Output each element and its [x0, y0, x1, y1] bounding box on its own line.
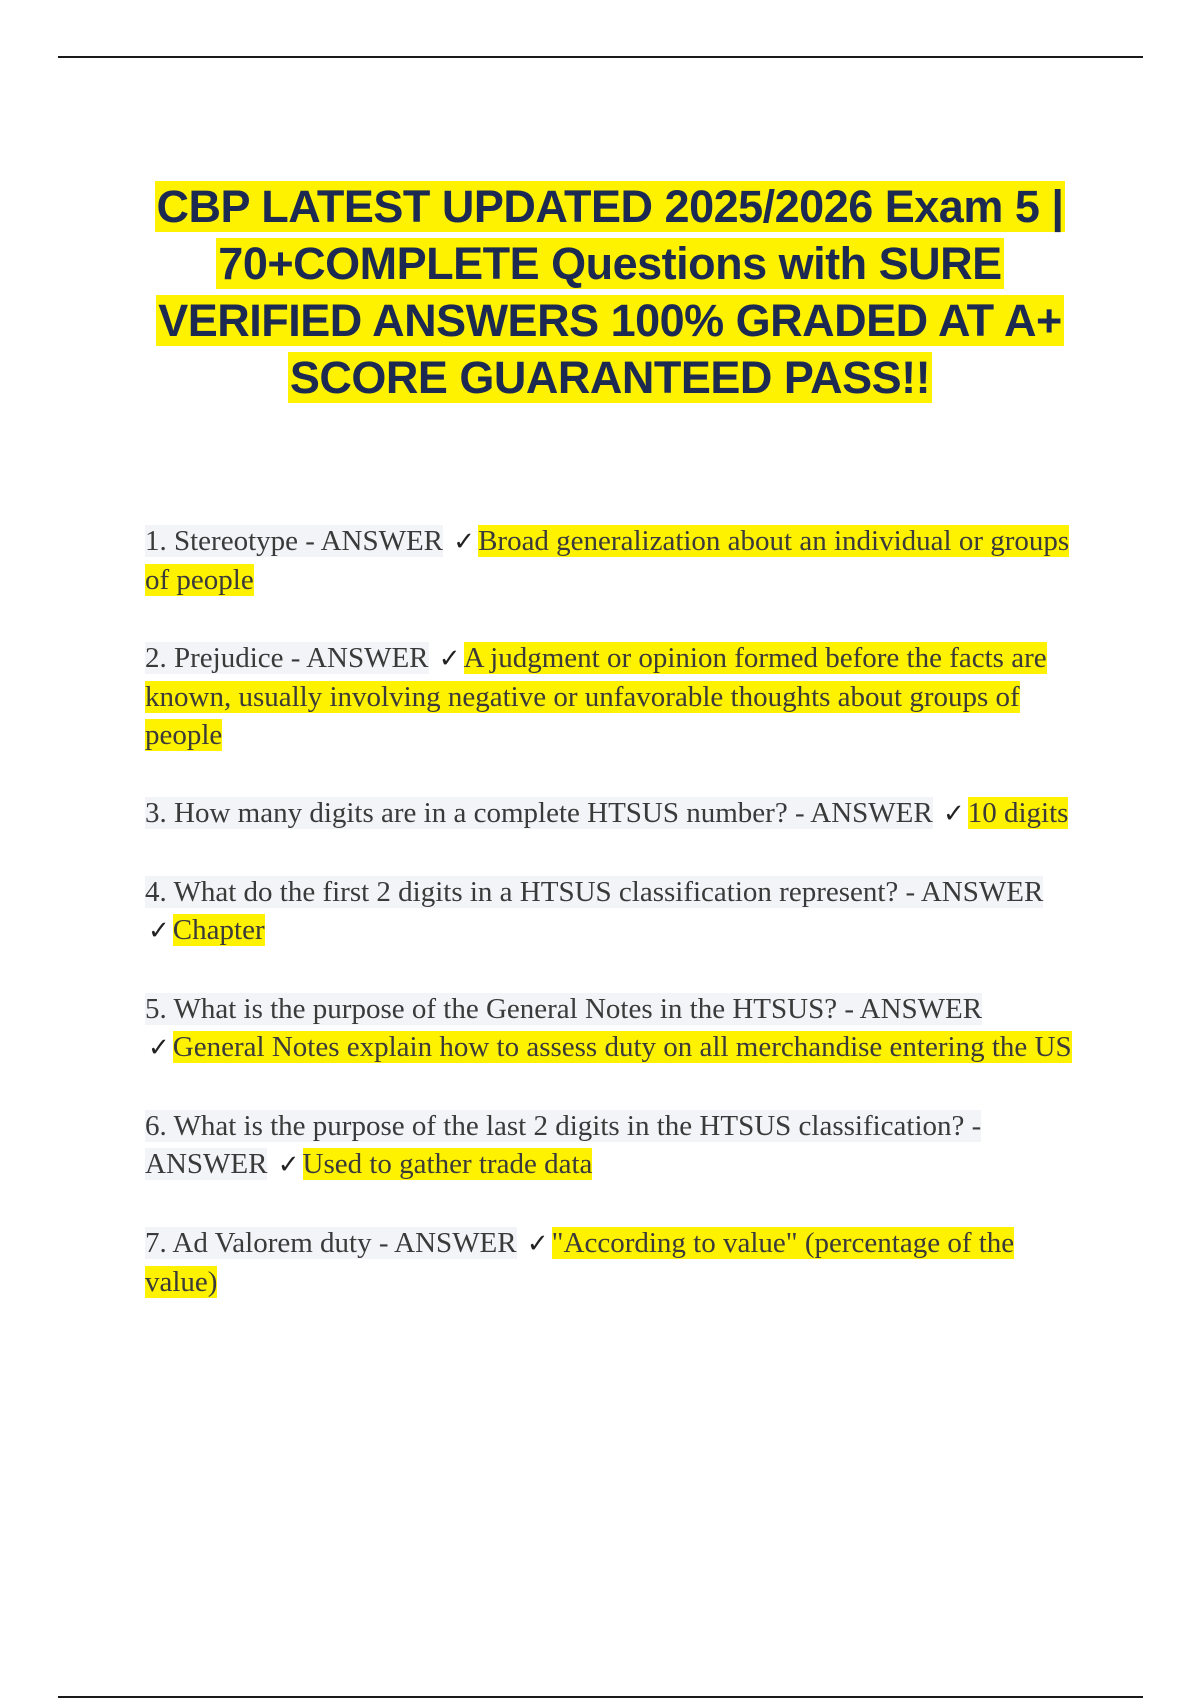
title-highlight: CBP LATEST UPDATED 2025/2026 Exam 5 | 70+COMPLETE Questions with SURE VERIFIED ANSWERS 100% GRADED AT A+ SCORE GUARANTEED PASS!!	[156, 181, 1064, 403]
document-title	[130, 178, 1090, 406]
qa-item	[145, 794, 1090, 833]
check-mark-icon: ✓	[942, 799, 965, 829]
qa-item	[145, 522, 1090, 599]
check-mark-icon: ✓	[438, 644, 461, 674]
qa-item	[145, 873, 1090, 950]
check-mark-icon: ✓	[148, 916, 170, 946]
answer-text: "According to value" (percentage of the value)	[145, 1227, 1015, 1298]
check-mark-icon: ✓	[277, 1150, 300, 1180]
top-divider	[58, 56, 1143, 58]
check-mark-icon: ✓	[148, 1033, 170, 1063]
check-mark-icon: ✓	[453, 527, 476, 557]
document-header	[130, 178, 1090, 406]
question-text: 3. How many digits are in a complete HTSUS number? - ANSWER	[145, 797, 933, 829]
question-text: 5. What is the purpose of the General Notes in the HTSUS? - ANSWER	[145, 993, 983, 1025]
answer-text: 10 digits	[967, 797, 1069, 829]
qa-item	[145, 1107, 1090, 1184]
answer-text: A judgment or opinion formed before the facts are known, usually involving negative or unfavorable thoughts about groups of people	[145, 642, 1047, 751]
qa-item	[145, 1224, 1090, 1301]
qa-item	[145, 639, 1090, 754]
answer-text: General Notes explain how to assess duty on all merchandise entering the US	[172, 1031, 1072, 1063]
answer-text: Used to gather trade data	[302, 1148, 593, 1180]
question-text: 6. What is the purpose of the last 2 digits in the HTSUS classification? - ANSWER	[145, 1110, 982, 1180]
question-text: 1. Stereotype - ANSWER	[145, 525, 444, 557]
answer-text: Broad generalization about an individual or groups of people	[145, 525, 1070, 596]
bottom-divider	[58, 1696, 1143, 1698]
qa-list	[145, 522, 1090, 1341]
answer-text: Chapter	[172, 914, 265, 946]
question-text: 4. What do the first 2 digits in a HTSUS classification represent? - ANSWER	[145, 876, 1044, 908]
question-text: 7. Ad Valorem duty - ANSWER	[145, 1227, 517, 1259]
qa-item	[145, 990, 1090, 1067]
question-text: 2. Prejudice - ANSWER	[145, 642, 429, 674]
check-mark-icon: ✓	[526, 1229, 549, 1259]
